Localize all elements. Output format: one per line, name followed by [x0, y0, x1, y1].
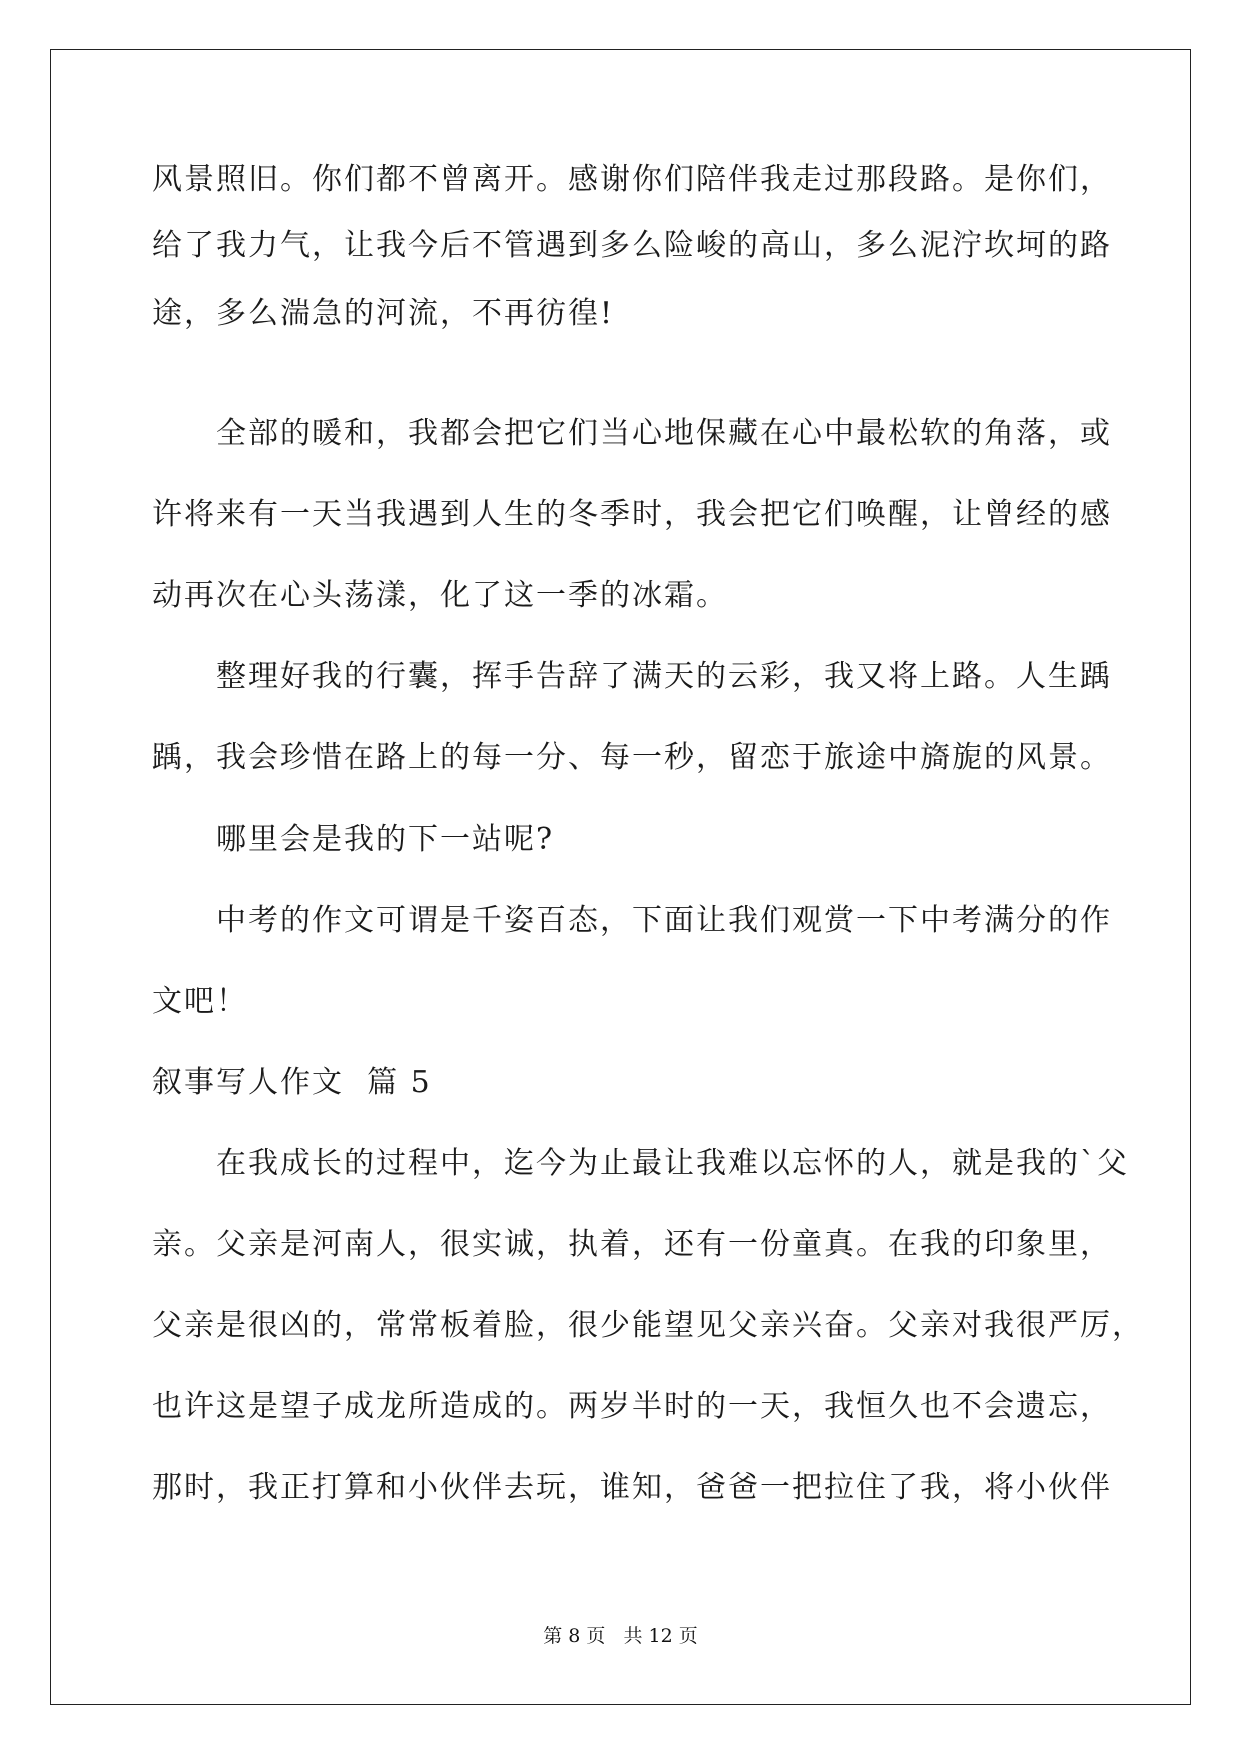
text-line: 许将来有一天当我遇到人生的冬季时，我会把它们唤醒，让曾经的感	[152, 497, 1112, 532]
text-line: 文吧！	[152, 984, 248, 1019]
text-line: 那时，我正打算和小伙伴去玩，谁知，爸爸一把拉住了我，将小伙伴	[152, 1470, 1112, 1505]
text-line: 哪里会是我的下一站呢?	[216, 822, 555, 857]
text-line: 途，多么湍急的河流，不再彷徨!	[152, 296, 615, 331]
section-heading: 叙事写人作文 篇 5	[152, 1065, 432, 1100]
text-line: 整理好我的行囊，挥手告辞了满天的云彩，我又将上路。人生踽	[216, 659, 1112, 694]
text-line: 在我成长的过程中，迄今为止最让我难以忘怀的人，就是我的`父	[216, 1146, 1129, 1181]
text-line: 父亲是很凶的，常常板着脸，很少能望见父亲兴奋。父亲对我很严厉，	[152, 1308, 1144, 1343]
text-line: 全部的暖和，我都会把它们当心地保藏在心中最松软的角落，或	[216, 416, 1112, 451]
page-number: 第 8 页	[543, 1625, 606, 1647]
page-total: 共 12 页	[623, 1625, 698, 1647]
text-line: 踽，我会珍惜在路上的每一分、每一秒，留恋于旅途中旖旎的风景。	[152, 740, 1112, 775]
text-line: 也许这是望子成龙所造成的。两岁半时的一天，我恒久也不会遗忘，	[152, 1389, 1112, 1424]
text-line: 亲。父亲是河南人，很实诚，执着，还有一份童真。在我的印象里，	[152, 1227, 1112, 1262]
page-footer	[0, 1624, 1241, 1648]
text-line: 给了我力气，让我今后不管遇到多么险峻的高山，多么泥泞坎坷的路	[152, 228, 1112, 263]
text-line: 中考的作文可谓是千姿百态，下面让我们观赏一下中考满分的作	[216, 903, 1112, 938]
text-line: 动再次在心头荡漾，化了这一季的冰霜。	[152, 578, 728, 613]
text-line: 风景照旧。你们都不曾离开。感谢你们陪伴我走过那段路。是你们，	[152, 162, 1112, 197]
